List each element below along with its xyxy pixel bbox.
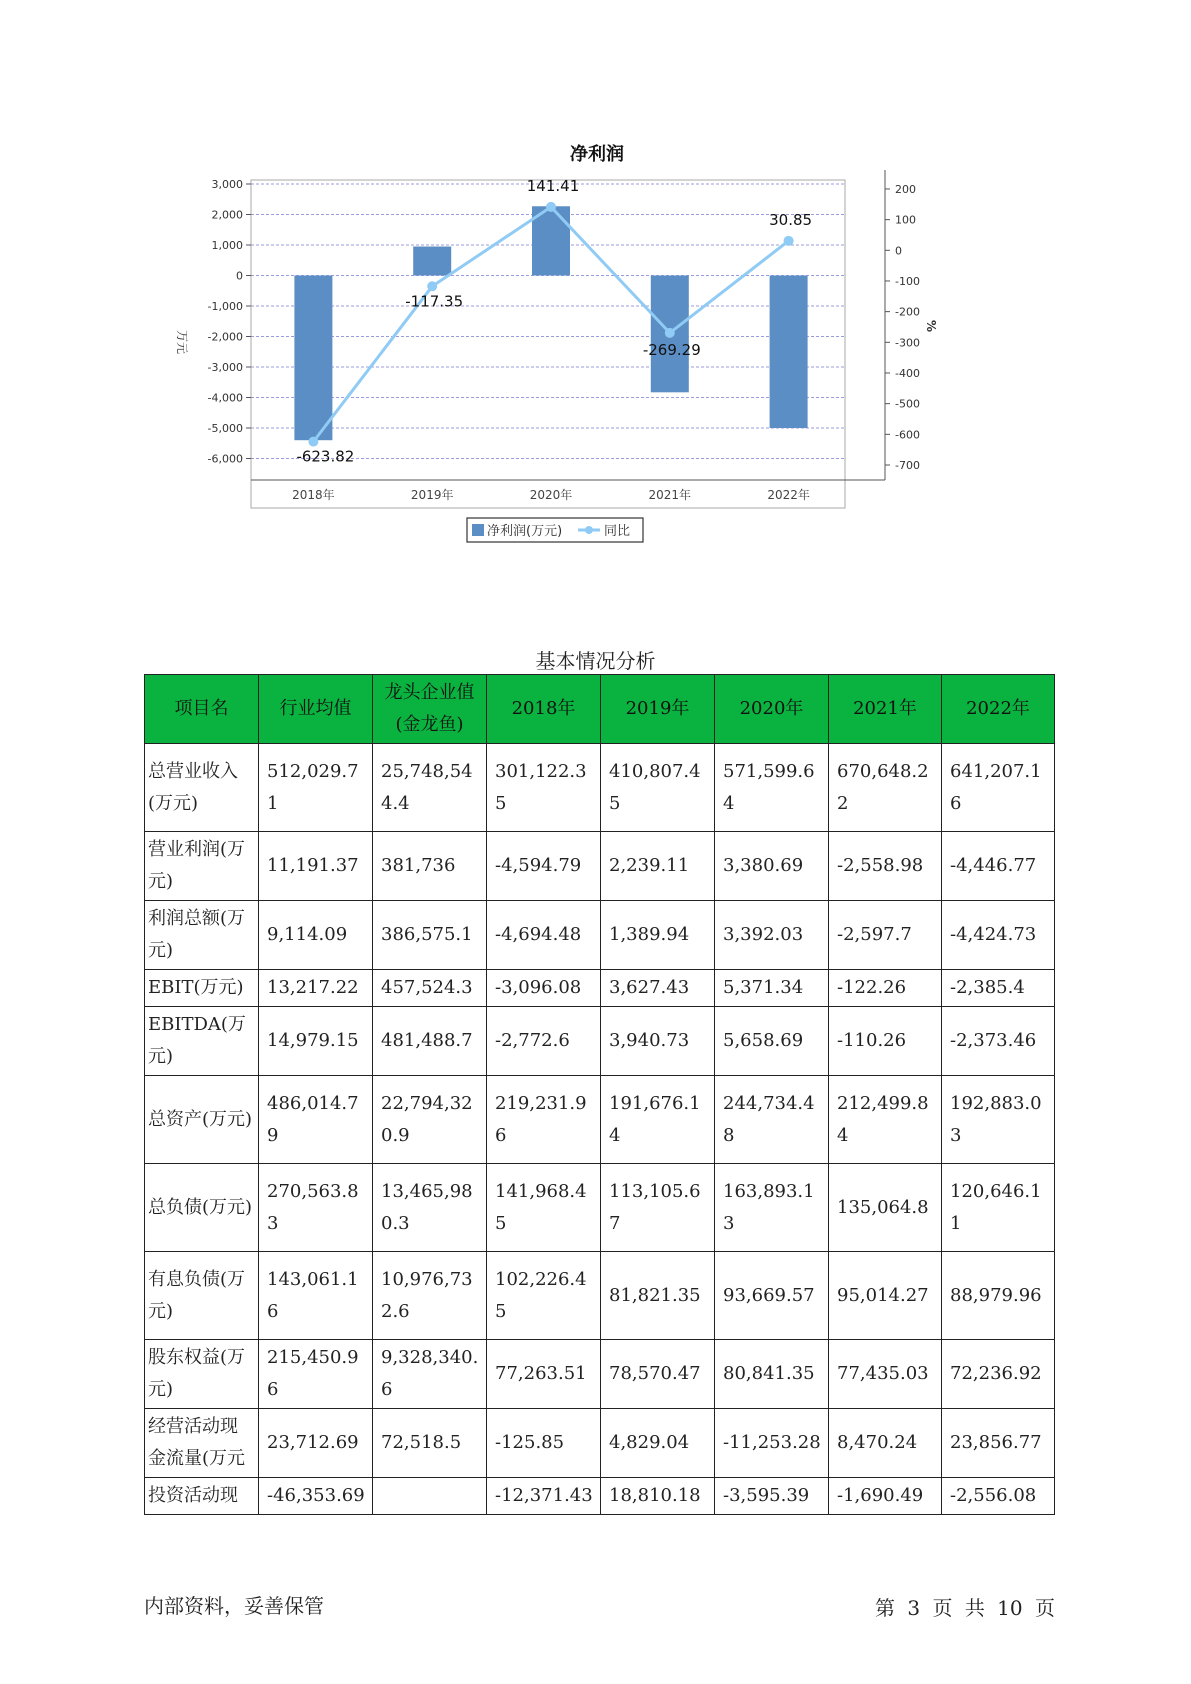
table-cell: -2,556.08 <box>942 1478 1055 1515</box>
row-label: EBITDA(万元) <box>145 1007 259 1076</box>
table-cell: -3,096.08 <box>487 970 601 1007</box>
table-cell: -2,597.7 <box>829 901 942 970</box>
table-cell: 512,029.71 <box>259 744 373 832</box>
left-tick-label: 2,000 <box>211 208 243 222</box>
table-cell: 3,380.69 <box>715 832 829 901</box>
left-axis-title: 万元 <box>175 330 189 355</box>
row-label: 总资产(万元) <box>145 1076 259 1164</box>
table-cell: 641,207.16 <box>942 744 1055 832</box>
table-cell: -4,424.73 <box>942 901 1055 970</box>
row-label: 利润总额(万元) <box>145 901 259 970</box>
yoy-point <box>665 328 675 338</box>
basic-analysis-table <box>144 674 1055 1515</box>
bar-series <box>294 206 807 440</box>
table-cell: 78,570.47 <box>601 1340 715 1409</box>
right-tick-label: -400 <box>895 366 920 380</box>
table-cell: 95,014.27 <box>829 1252 942 1340</box>
table-cell: 102,226.45 <box>487 1252 601 1340</box>
header-item-name: 项目名 <box>145 675 259 744</box>
header-leader-value: 龙头企业值(金龙鱼) <box>373 675 487 744</box>
table-caption: 基本情况分析 <box>535 649 656 673</box>
table-cell: -46,353.69 <box>259 1478 373 1515</box>
table-cell: 77,263.51 <box>487 1340 601 1409</box>
right-tick-label: -100 <box>895 274 920 288</box>
x-tick-label: 2022年 <box>767 488 810 502</box>
header-industry-avg: 行业均值 <box>259 675 373 744</box>
table-cell: 457,524.3 <box>373 970 487 1007</box>
table-row <box>145 1340 1055 1409</box>
row-label: EBIT(万元) <box>145 970 259 1007</box>
right-tick-label: -500 <box>895 397 920 411</box>
header-2021: 2021年 <box>829 675 942 744</box>
table-cell: -11,253.28 <box>715 1409 829 1478</box>
table-cell: 386,575.1 <box>373 901 487 970</box>
yoy-point <box>784 236 794 246</box>
table-row <box>145 1007 1055 1076</box>
chart-legend <box>467 518 643 542</box>
table-cell: 212,499.84 <box>829 1076 942 1164</box>
left-tick-label: -3,000 <box>207 361 243 374</box>
left-tick-label: 1,000 <box>211 239 243 252</box>
legend-line-label: 同比 <box>604 524 631 539</box>
table-cell: 571,599.64 <box>715 744 829 832</box>
net-profit-chart <box>150 130 1030 600</box>
left-tick-label: 3,000 <box>211 178 243 191</box>
yoy-point <box>427 281 437 291</box>
right-tick-label: -700 <box>895 458 920 472</box>
table-cell: 192,883.03 <box>942 1076 1055 1164</box>
yoy-data-label: 30.85 <box>769 210 813 229</box>
table-cell: 301,122.35 <box>487 744 601 832</box>
table-cell: -122.26 <box>829 970 942 1007</box>
row-label: 营业利润(万元) <box>145 832 259 901</box>
table-cell: 244,734.48 <box>715 1076 829 1164</box>
table-cell: 77,435.03 <box>829 1340 942 1409</box>
table-cell: -12,371.43 <box>487 1478 601 1515</box>
table-cell: 219,231.96 <box>487 1076 601 1164</box>
yoy-data-label: -269.29 <box>642 340 701 359</box>
table-cell: -4,694.48 <box>487 901 601 970</box>
table-cell: 72,518.5 <box>373 1409 487 1478</box>
table-cell: 481,488.7 <box>373 1007 487 1076</box>
table-cell: 22,794,320.9 <box>373 1076 487 1164</box>
table-cell: 191,676.14 <box>601 1076 715 1164</box>
table-cell: 163,893.13 <box>715 1164 829 1252</box>
table-cell: 141,968.45 <box>487 1164 601 1252</box>
left-axis-ticks <box>208 178 251 466</box>
left-tick-label: -1,000 <box>207 300 243 313</box>
table-header-row <box>145 675 1055 744</box>
table-cell: 2,239.11 <box>601 832 715 901</box>
table-cell: -4,446.77 <box>942 832 1055 901</box>
right-tick-label: -600 <box>895 428 920 442</box>
yoy-data-label: 141.41 <box>526 176 580 195</box>
legend-bar-label: 净利润(万元) <box>487 524 563 539</box>
x-axis-labels <box>251 480 885 502</box>
row-label: 投资活动现 <box>145 1478 259 1515</box>
table-cell: 3,627.43 <box>601 970 715 1007</box>
table-row <box>145 1252 1055 1340</box>
table-cell: 11,191.37 <box>259 832 373 901</box>
table-cell: 8,470.24 <box>829 1409 942 1478</box>
yoy-data-label: -117.35 <box>405 292 464 311</box>
table-cell: -2,373.46 <box>942 1007 1055 1076</box>
footer-page-number: 第 3 页 共 10 页 <box>875 1596 1055 1620</box>
table-cell: 23,712.69 <box>259 1409 373 1478</box>
table-cell: -125.85 <box>487 1409 601 1478</box>
table-cell: 14,979.15 <box>259 1007 373 1076</box>
table-cell: 270,563.83 <box>259 1164 373 1252</box>
table-row <box>145 1478 1055 1515</box>
table-cell: 10,976,732.6 <box>373 1252 487 1340</box>
left-tick-label: 0 <box>236 269 243 283</box>
x-tick-label: 2018年 <box>292 488 335 502</box>
right-tick-label: 0 <box>895 244 902 258</box>
table-cell: 3,940.73 <box>601 1007 715 1076</box>
table-cell: 13,465,980.3 <box>373 1164 487 1252</box>
table-cell: 1,389.94 <box>601 901 715 970</box>
table-row <box>145 744 1055 832</box>
table-cell: 135,064.8 <box>829 1164 942 1252</box>
table-cell: 80,841.35 <box>715 1340 829 1409</box>
table-cell: 143,061.16 <box>259 1252 373 1340</box>
table-cell: -2,772.6 <box>487 1007 601 1076</box>
right-tick-label: 200 <box>895 182 916 196</box>
table-cell: 5,371.34 <box>715 970 829 1007</box>
table-cell: 93,669.57 <box>715 1252 829 1340</box>
yoy-point <box>308 437 318 447</box>
table-cell: 120,646.11 <box>942 1164 1055 1252</box>
table-cell: -3,595.39 <box>715 1478 829 1515</box>
header-2019: 2019年 <box>601 675 715 744</box>
x-tick-label: 2020年 <box>529 488 573 502</box>
table-cell: 670,648.22 <box>829 744 942 832</box>
left-tick-label: -5,000 <box>207 422 243 435</box>
table-cell: 18,810.18 <box>601 1478 715 1515</box>
header-2022: 2022年 <box>942 675 1055 744</box>
table-cell: 81,821.35 <box>601 1252 715 1340</box>
bar <box>413 247 451 276</box>
header-2018: 2018年 <box>487 675 601 744</box>
table-cell <box>373 1478 487 1515</box>
table-row <box>145 1164 1055 1252</box>
table-cell: 486,014.79 <box>259 1076 373 1164</box>
table-cell: 72,236.92 <box>942 1340 1055 1409</box>
x-tick-label: 2019年 <box>410 488 454 502</box>
table-cell: -110.26 <box>829 1007 942 1076</box>
x-tick-label: 2021年 <box>648 488 692 502</box>
row-label: 有息负债(万元) <box>145 1252 259 1340</box>
table-cell: 88,979.96 <box>942 1252 1055 1340</box>
left-tick-label: -4,000 <box>207 391 243 405</box>
right-tick-label: -200 <box>895 305 920 319</box>
row-label: 经营活动现金流量(万元 <box>145 1409 259 1478</box>
row-label: 股东权益(万元) <box>145 1340 259 1409</box>
table-cell: 381,736 <box>373 832 487 901</box>
table-cell: -2,558.98 <box>829 832 942 901</box>
table-cell: 5,658.69 <box>715 1007 829 1076</box>
right-tick-label: -300 <box>895 336 920 350</box>
table-cell: -4,594.79 <box>487 832 601 901</box>
table-cell: 215,450.96 <box>259 1340 373 1409</box>
bar <box>770 276 808 429</box>
table-cell: 4,829.04 <box>601 1409 715 1478</box>
table-row <box>145 1076 1055 1164</box>
table-cell: 9,114.09 <box>259 901 373 970</box>
table-cell: 25,748,544.4 <box>373 744 487 832</box>
table-row <box>145 970 1055 1007</box>
row-label: 总负债(万元) <box>145 1164 259 1252</box>
legend-bar-swatch <box>472 524 484 536</box>
bar <box>294 276 332 441</box>
right-axis-ticks <box>885 170 920 480</box>
left-tick-label: -2,000 <box>207 330 243 344</box>
table-cell: 410,807.45 <box>601 744 715 832</box>
right-tick-label: 100 <box>895 213 916 227</box>
header-2020: 2020年 <box>715 675 829 744</box>
table-cell: 13,217.22 <box>259 970 373 1007</box>
yoy-point <box>546 202 556 212</box>
table-cell: 3,392.03 <box>715 901 829 970</box>
table-cell: -1,690.49 <box>829 1478 942 1515</box>
row-label: 总营业收入(万元) <box>145 744 259 832</box>
footer-confidential: 内部资料，妥善保管 <box>144 1594 324 1618</box>
table-row <box>145 832 1055 901</box>
yoy-data-label: -623.82 <box>296 447 355 466</box>
table-row <box>145 901 1055 970</box>
table-cell: 23,856.77 <box>942 1409 1055 1478</box>
legend-line-marker <box>585 526 593 534</box>
table-cell: -2,385.4 <box>942 970 1055 1007</box>
table-cell: 113,105.67 <box>601 1164 715 1252</box>
chart-title: 净利润 <box>570 144 624 165</box>
table-row <box>145 1409 1055 1478</box>
left-tick-label: -6,000 <box>207 452 243 466</box>
table-cell: 9,328,340.6 <box>373 1340 487 1409</box>
right-axis-title: % <box>924 320 938 333</box>
